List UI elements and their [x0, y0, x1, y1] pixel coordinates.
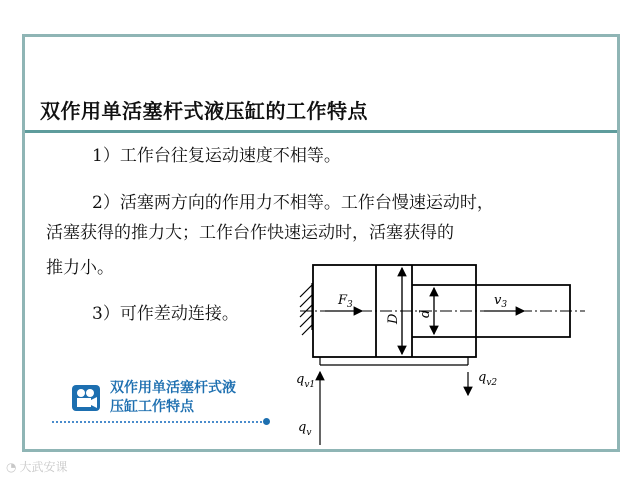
point-1: 1）工作台往复运动速度不相等。 [92, 146, 341, 166]
velocity-label: $v_3$ [494, 293, 508, 310]
slide-title: 双作用单活塞杆式液压缸的工作特点 [40, 99, 368, 123]
flow2-label: $q_{v2}$ [478, 370, 498, 388]
watermark [6, 458, 68, 475]
point-3: 3）可作差动连接。 [92, 304, 239, 324]
badge-line-1: 双作用单活塞杆式液 [110, 380, 236, 396]
watermark-text: 大武安课 [19, 460, 68, 474]
badge-underline-dot [263, 418, 270, 425]
force-label: $F_3$ [338, 293, 353, 310]
badge-label [110, 379, 236, 417]
flow1-label: $q_{v1}$ [296, 372, 316, 390]
bore-label: D [386, 313, 401, 324]
video-camera-icon [70, 381, 102, 413]
point-2-line-3: 推力小。 [46, 258, 114, 278]
rod-label: d [418, 309, 433, 318]
point-2-line-1: 2）活塞两方向的作用力不相等。工作台慢速运动时， [92, 193, 494, 213]
badge-line-2: 压缸工作特点 [110, 399, 194, 415]
point-2-line-2: 活塞获得的推力大；工作台作快速运动时，活塞获得的 [46, 223, 454, 243]
logo-icon: ◔ [6, 460, 17, 474]
flow-total-label: $q_v$ [298, 420, 312, 438]
video-badge[interactable] [70, 379, 270, 423]
badge-underline [52, 421, 266, 423]
